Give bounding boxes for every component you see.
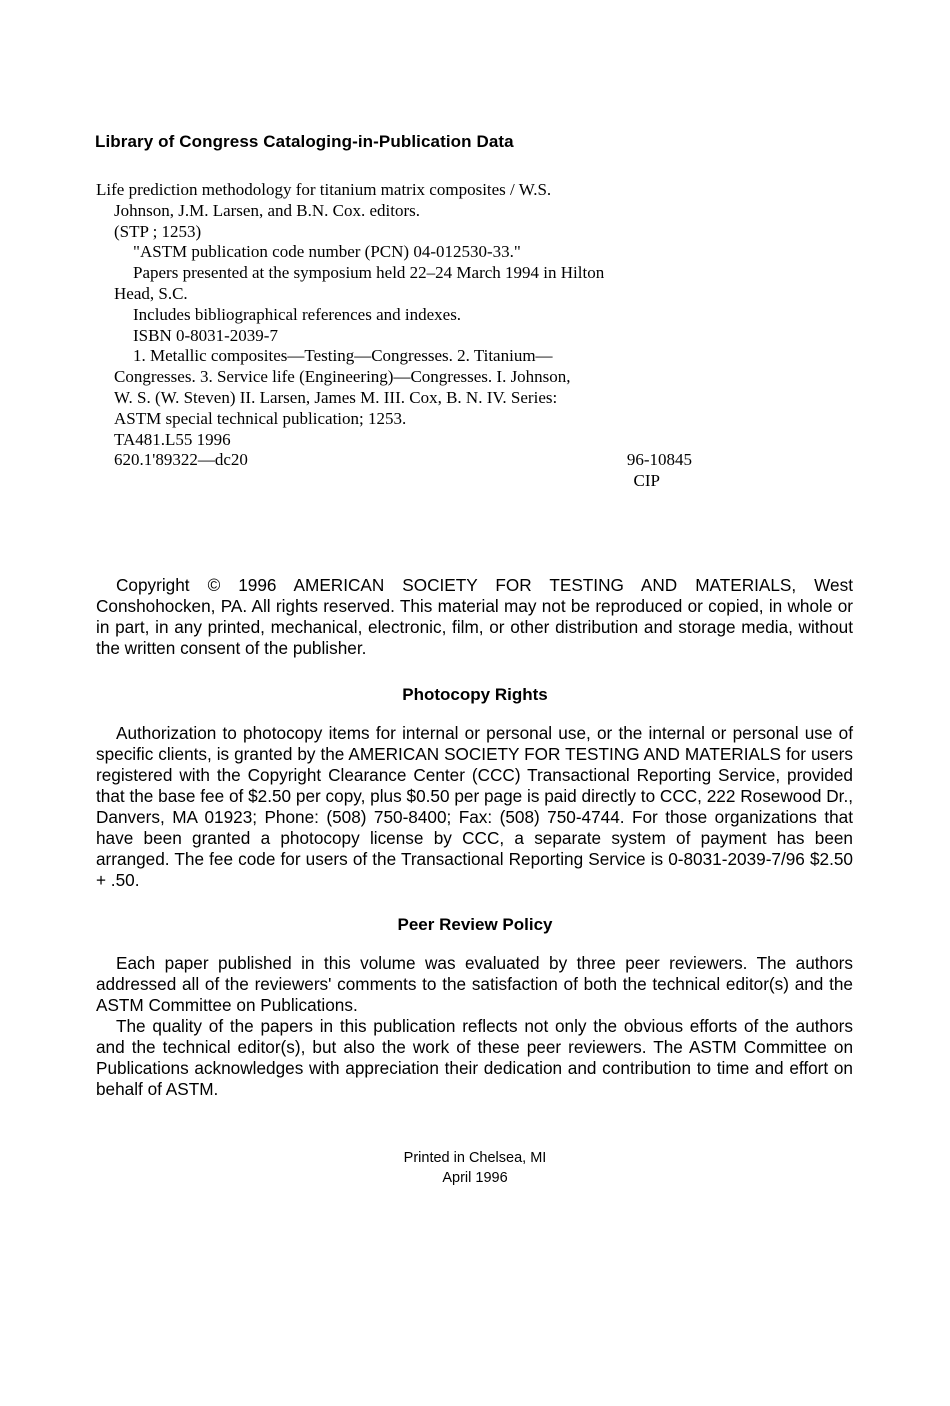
cip-authors-line: W. S. (W. Steven) II. Larsen, James M. III. Cox, B. N. IV. Series:	[114, 387, 558, 407]
peer-review-heading: Peer Review Policy	[397, 915, 553, 934]
cip-dewey-number: 620.1'89322—dc20	[114, 450, 248, 470]
cip-publication-line: ASTM special technical publication; 1253.	[114, 408, 407, 428]
photocopy-rights-heading: Photocopy Rights	[402, 685, 548, 704]
printed-date: April 1996	[442, 1170, 508, 1186]
printed-location: Printed in Chelsea, MI	[403, 1150, 547, 1166]
cip-title-line: Life prediction methodology for titanium matrix composites / W.S.	[96, 180, 552, 199]
cip-mark: CIP	[633, 471, 660, 491]
cip-pcn-line: "ASTM publication code number (PCN) 04-012530-33."	[133, 242, 521, 262]
cip-references-line: Includes bibliographical references and indexes.	[133, 304, 462, 324]
cip-editors-line: Johnson, J.M. Larsen, and B.N. Cox. editors.	[114, 200, 420, 220]
peer-review-paragraph-1: Each paper published in this volume was evaluated by three peer reviewers. The authors addressed all of the reviewers' comments to the satisfaction of both the technical editor(s) and the ASTM Committee on Publications.	[96, 953, 853, 1015]
cip-series-line: (STP ; 1253)	[114, 221, 202, 241]
copyright-notice: Copyright © 1996 AMERICAN SOCIETY FOR TESTING AND MATERIALS, West Conshohocken, PA. All rights reserved. This material may not be reproduced or copied, in whole or in part, in any printed, mechanical, electronic, film, or other distribution and storage media, without the written consent of the publisher.	[96, 575, 853, 658]
cip-symposium-line: Papers presented at the symposium held 22–24 March 1994 in Hilton	[133, 263, 605, 283]
cip-isbn-line: ISBN 0-8031-2039-7	[133, 325, 278, 345]
cip-call-number-line: TA481.L55 1996	[114, 429, 231, 449]
cip-symposium-cont-line: Head, S.C.	[114, 283, 188, 303]
cip-classification-line	[96, 450, 694, 471]
cip-heading: Library of Congress Cataloging-in-Publication Data	[95, 132, 514, 151]
cip-subjects-cont-line: Congresses. 3. Service life (Engineering)—Congresses. I. Johnson,	[114, 367, 571, 387]
cip-subjects-line: 1. Metallic composites—Testing—Congresses. 2. Titanium—	[133, 346, 553, 366]
photocopy-rights-text: Authorization to photocopy items for internal or personal use, or the internal or personal use of specific clients, is granted by the AMERICAN SOCIETY FOR TESTING AND MATERIALS for users registered with the Copyright Clearance Center (CCC) Transactional Reporting Service, provided that the base fee of $2.50 per copy, plus $0.50 per page is paid directly to CCC, 222 Rosewood Dr., Danvers, MA 01923; Phone: (508) 750-8400; Fax: (508) 750-4744. For those organizations that have been granted a photocopy license by CCC, a separate system of payment has been arranged. The fee code for users of the Transactional Reporting Service is 0-8031-2039-7/96 $2.50 + .50.	[96, 723, 853, 890]
cip-data-block	[96, 180, 692, 492]
peer-review-paragraph-2: The quality of the papers in this publication reflects not only the obvious efforts of the authors and the technical editor(s), but also the work of these peer reviewers. The ASTM Committee on Publications acknowledges with appreciation their dedication and contribution to time and effort on behalf of ASTM.	[96, 1016, 853, 1099]
cip-lccn: 96-10845	[626, 450, 692, 470]
